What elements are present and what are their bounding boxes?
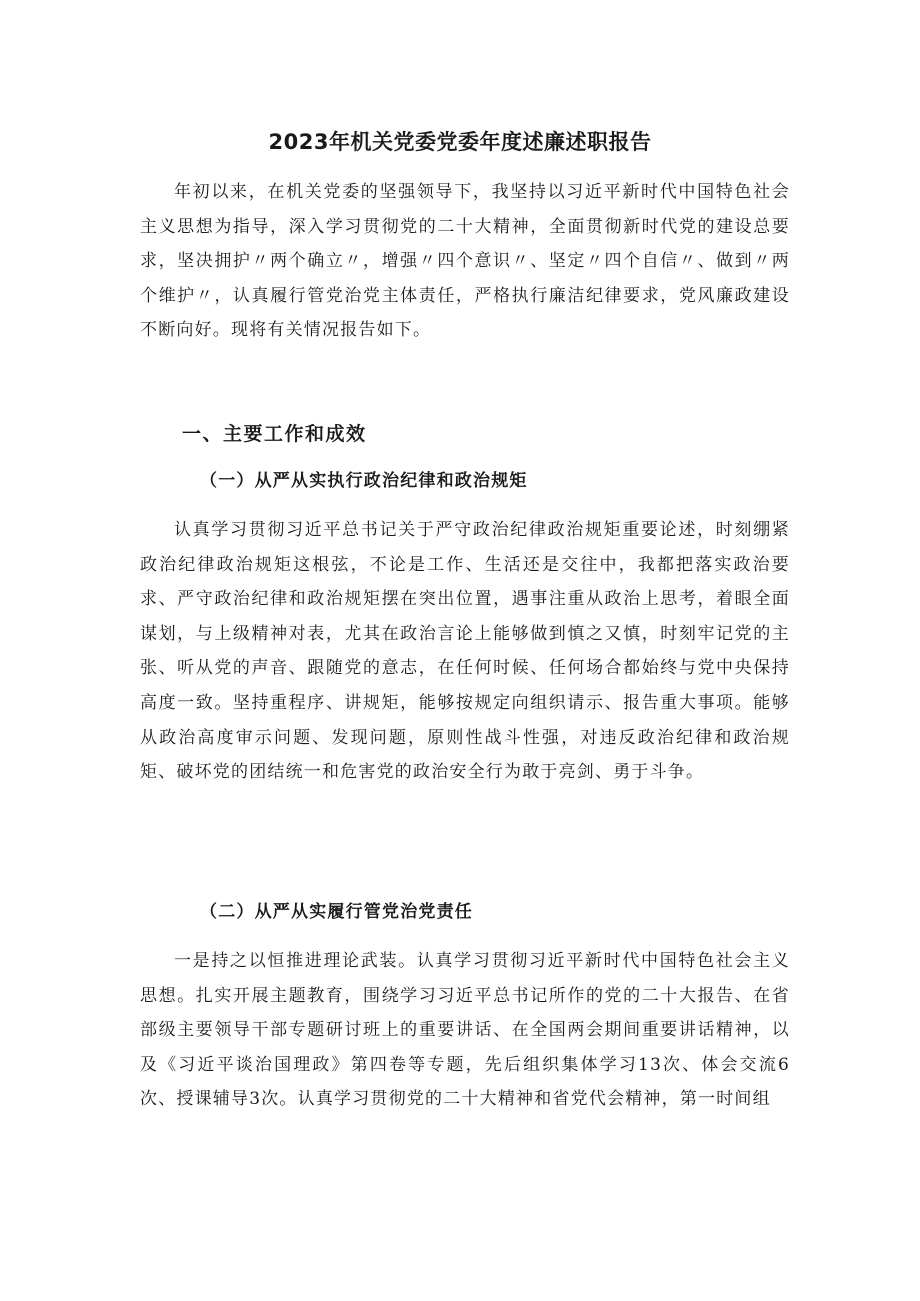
intro-paragraph: 年初以来，在机关党委的坚强领导下，我坚持以习近平新时代中国特色社会主义思想为指导，深入学习贯彻党的二十大精神，全面贯彻新时代党的建设总要求，坚决拥护〃两个确立〃，增强〃四个意识〃、坚定〃四个自信〃、做到〃两个维护〃，认真履行管党治党主体责任，严格执行廉洁纪律要求，党风廉政建设不断向好。现将有关情况报告如下。 <box>140 182 790 341</box>
section-heading-main-work: 一、主要工作和成效 <box>182 423 367 445</box>
subsection-heading-political-discipline: （一）从严从实执行政治纪律和政治规矩 <box>200 471 528 491</box>
subsection-party-governance-body: 一是持之以恒推进理论武装。认真学习贯彻习近平新时代中国特色社会主义思想。扎实开展主题教育，围绕学习习近平总书记所作的党的二十大报告、在省部级主要领导干部专题研讨班上的重要讲话、在全国两会期间重要讲话精神，以及《习近平谈治国理政》第四卷等专题，先后组织集体学习13次、体会交流6次、授课辅导3次。认真学习贯彻党的二十大精神和省党代会精神，第一时间组 <box>140 951 790 1110</box>
document-title: 2023年机关党委党委年度述廉述职报告 <box>268 130 652 154</box>
subsection-political-discipline-body: 认真学习贯彻习近平总书记关于严守政治纪律政治规矩重要论述，时刻绷紧政治纪律政治规矩这根弦，不论是工作、生活还是交往中，我都把落实政治要求、严守政治纪律和政治规矩摆在突出位置，遇事注重从政治上思考，着眼全面谋划，与上级精神对表，尤其在政治言论上能够做到慎之又慎，时刻牢记党的主张、听从党的声音、跟随党的意志，在任何时候、任何场合都始终与党中央保持高度一致。坚持重程序、讲规矩，能够按规定向组织请示、报告重大事项。能够从政治高度审示问题、发现问题，原则性战斗性强，对违反政治纪律和政治规矩、破坏党的团结统一和危害党的政治安全行为敢于亮剑、勇于斗争。 <box>140 520 790 783</box>
subsection-heading-party-governance: （二）从严从实履行管党治党责任 <box>200 902 473 922</box>
